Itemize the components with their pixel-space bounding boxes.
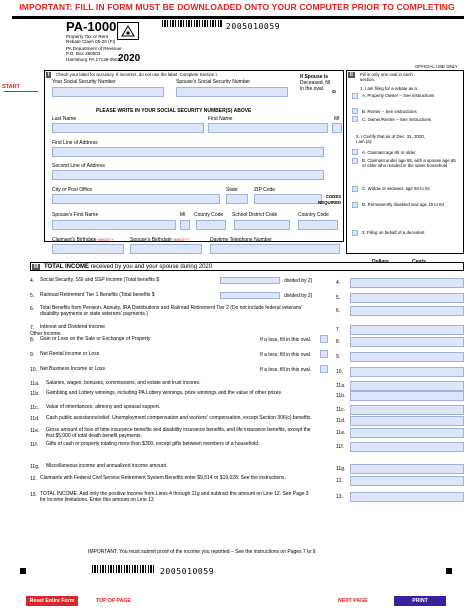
amount-field[interactable] <box>350 381 464 391</box>
right-line-number: 9. <box>336 354 341 360</box>
line-number: 11c. <box>30 405 40 411</box>
income-line <box>30 442 464 454</box>
amount-field[interactable] <box>350 416 464 426</box>
line-number: 12. <box>30 476 37 482</box>
income-line <box>30 367 464 379</box>
option-2a-oval[interactable] <box>352 149 358 155</box>
q1-heading: 1. I am filing for a rebate as a: <box>360 86 419 91</box>
line-number: 5. <box>30 293 35 299</box>
bottom-barcode-icon <box>92 565 156 573</box>
loss-oval[interactable] <box>320 350 328 358</box>
line-number: 11d. <box>30 416 40 422</box>
income-line <box>30 352 464 364</box>
address-1-field[interactable] <box>52 147 324 157</box>
top-of-page-button[interactable]: TOP OF PAGE <box>96 598 131 604</box>
spouse-ssn-field[interactable] <box>176 87 288 97</box>
dollars-header: Dollars <box>372 259 389 265</box>
country-code-label: Country Code <box>298 212 329 218</box>
line-number: 7. <box>30 325 35 331</box>
spouse-birthdate-label: Spouse's Birthdate MMDDYY <box>130 237 190 243</box>
line-description: Claimants with Federal Civil Service Retirement System Benefits enter $9,514 or $19,028. See the instructions. <box>40 475 286 481</box>
line-description: Railroad Retirement Tier 1 Benefits (Total benefits $ <box>40 292 155 298</box>
line-description: TOTAL INCOME. Add only the positive income from Lines 4 through 11g and subtract the amount on Line 12. See Page 3 for income limitations. Enter this amount on Line 13 <box>40 491 309 503</box>
line-number: 4. <box>30 278 35 284</box>
section-3-title: TOTAL INCOME received by you and your spouse during 2020 <box>44 264 213 270</box>
line-description: Gifts of cash or property totaling more than $300, except gifts between members of a household. <box>46 441 260 447</box>
phone-field[interactable] <box>210 244 340 254</box>
bottom-barcode-number: 2005010059 <box>160 567 215 576</box>
amount-field[interactable] <box>350 325 464 335</box>
line-description: Salaries, wages, bonuses, commissions, and estate and trust income. <box>46 380 201 386</box>
other-income-label: Other Income. <box>30 331 62 337</box>
option-2d-oval[interactable] <box>352 202 358 208</box>
decedent-oval[interactable] <box>352 230 358 236</box>
city-field[interactable] <box>52 194 220 204</box>
decedent-label: 3. Filing on behalf of a decedent <box>362 230 425 235</box>
line-description: Gain or Loss on the Sale or Exchange of Property <box>40 336 151 342</box>
income-line <box>30 278 464 290</box>
loss-oval[interactable] <box>320 365 328 373</box>
top-barcode-number: 2005010059 <box>226 22 281 31</box>
line-description: Net Rental Income or Loss <box>40 351 100 357</box>
write-ssn-note: PLEASE WRITE IN YOUR SOCIAL SECURITY NUMBER(S) ABOVE <box>96 108 252 114</box>
right-line-number: 6. <box>336 308 341 314</box>
address-2-field[interactable] <box>52 170 324 180</box>
option-2b-label: B. Claimant under age 65, with a spouse age 65 or older who resided in the same household <box>362 158 456 168</box>
line-number: 10. <box>30 367 37 373</box>
total-benefits-field[interactable] <box>220 277 280 284</box>
tax-year: 2020 <box>118 53 141 64</box>
right-line-number: 11c. <box>336 407 346 413</box>
official-use-label: OFFICIAL USE ONLY <box>415 64 458 69</box>
section-2-number: II <box>350 72 353 78</box>
section-1-number: I <box>48 72 50 78</box>
line-tail: If a loss, fill in this oval. <box>260 367 312 373</box>
option-2d-label: D. Permanently disabled and age 18 to 64 <box>362 202 445 207</box>
right-line-number: 5. <box>336 295 341 301</box>
right-line-number: 11d. <box>336 418 346 424</box>
top-barcode-icon <box>162 20 222 27</box>
deceased-oval[interactable] <box>332 90 336 93</box>
line-tail: If a loss, fill in this oval. <box>260 352 312 358</box>
form-number: PA-1000 <box>66 19 117 34</box>
line-number: 9. <box>30 352 35 358</box>
right-line-number: 11b. <box>336 393 346 399</box>
right-line-number: 4. <box>336 280 341 286</box>
zip-field[interactable] <box>254 194 322 204</box>
zip-label: ZIP Code <box>254 187 276 193</box>
first-name-label: First Name <box>208 116 233 122</box>
claimant-birthdate-field[interactable] <box>52 244 124 254</box>
income-line <box>30 492 464 504</box>
option-1a-label: A. Property Owner – See instructions <box>362 93 435 98</box>
claimant-birthdate-label: Claimant's Birthdate MMDDYY <box>52 237 114 243</box>
address-1-label: First Line of Address <box>52 140 98 146</box>
reset-form-button[interactable]: Reset Entire Form <box>26 596 78 606</box>
mi-field[interactable] <box>332 123 342 133</box>
state-label: State <box>226 187 238 193</box>
state-field[interactable] <box>226 194 248 204</box>
right-line-number: 12. <box>336 478 343 484</box>
line-number: 13. <box>30 492 37 498</box>
important-banner: IMPORTANT: FILL IN FORM MUST BE DOWNLOADED ONTO YOUR COMPUTER PRIOR TO COMPLETING <box>19 2 455 12</box>
amount-field[interactable] <box>350 391 464 401</box>
income-line <box>30 293 464 305</box>
spouse-first-field[interactable] <box>52 220 176 230</box>
line-description: Gross amount of loss of time insurance benefits and disability insurance benefits, and life insurance benefits, except the first $5,000 of total death benefit payments. <box>46 427 311 439</box>
amount-field[interactable] <box>350 293 464 303</box>
start-label: START <box>2 84 20 90</box>
section-1-instructions: Check your label for accuracy. If incorrect, do not use the label. Complete Section I. <box>56 72 218 77</box>
line-number: 11g. <box>30 464 40 470</box>
amount-field[interactable] <box>350 367 464 377</box>
corner-mark-left-icon <box>20 568 26 574</box>
right-line-number: 11e. <box>336 430 346 436</box>
ssn-label: Your Social Security Number <box>52 79 116 85</box>
right-line-number: 7. <box>336 327 341 333</box>
address-2-label: Second Line of Address <box>52 163 105 169</box>
line-tail: If a loss, fill in this oval. <box>260 337 312 343</box>
last-name-label: Last Name <box>52 116 77 122</box>
option-1a-oval[interactable] <box>352 93 358 99</box>
spouse-birthdate-field[interactable] <box>130 244 202 254</box>
line-number: 11f. <box>30 442 38 448</box>
deceased-label: If Spouse is Deceased, fill in the oval. <box>300 74 331 92</box>
line-description: Total Benefits from Pension, Annuity, IRA Distributions and Railroad Retirement Tier 2 (Do not include federal veterans' disability payments or state veterans' payments.) <box>40 305 303 317</box>
spouse-first-label: Spouse's First Name <box>52 212 99 218</box>
option-1c-label: C. Owner/Renter – See instructions <box>362 117 432 122</box>
loss-oval[interactable] <box>320 335 328 343</box>
corner-mark-right-icon <box>446 568 452 574</box>
amount-field[interactable] <box>350 278 464 288</box>
county-code-field[interactable] <box>196 220 226 230</box>
section-2-title: Fill in only one oval in each section. <box>360 72 413 83</box>
income-line <box>30 391 464 403</box>
cents-header: Cents <box>412 259 426 265</box>
right-line-number: 11g. <box>336 466 346 472</box>
country-code-field[interactable] <box>298 220 338 230</box>
right-line-number: 10. <box>336 369 343 375</box>
income-line <box>30 476 464 488</box>
amount-field[interactable] <box>350 428 464 438</box>
ssn-field[interactable] <box>52 87 164 97</box>
section-3-number: III <box>34 264 39 270</box>
amount-field[interactable] <box>350 405 464 415</box>
right-line-number: 11a. <box>336 383 346 389</box>
proof-note: IMPORTANT: You must submit proof of the income you reported – See the instructions on Pages 7 to 9. <box>88 549 317 555</box>
line-number: 11a. <box>30 381 40 387</box>
right-line-number: 13. <box>336 494 343 500</box>
county-code-label: County Code <box>194 212 224 218</box>
amount-field[interactable] <box>350 442 464 452</box>
option-1b-label: B. Renter – See instructions <box>362 109 417 114</box>
amount-field[interactable] <box>350 476 464 486</box>
spouse-mi-field[interactable] <box>180 220 190 230</box>
spouse-ssn-label: Spouse's Social Security Number <box>176 79 251 85</box>
form-title: Property Tax or Rent Rebate Claim 05-20 (FI) PA Department of Revenue P.O. Box 280503 Harrisburg PA 17128-0503 <box>66 34 122 62</box>
line-description: Cash public assistance/relief. Unemployment compensation and workers' compensation, except Section 306(c) benefits. <box>46 415 312 421</box>
line-number: 11e. <box>30 428 40 434</box>
line-description: Social Security, SSI and SSP Income (Total benefits $ <box>40 277 160 283</box>
amount-field[interactable] <box>350 306 464 316</box>
option-1b-oval[interactable] <box>352 108 358 114</box>
amount-field[interactable] <box>350 352 464 362</box>
line-description: Gambling and Lottery winnings, including PA Lottery winnings, prize winnings and the value of other prizes <box>46 390 282 396</box>
option-1c-oval[interactable] <box>352 116 358 122</box>
codes-required-label: CODES REQUIRED <box>318 194 342 205</box>
mi-label: MI <box>334 116 340 122</box>
line-number: 11b. <box>30 391 40 397</box>
income-line <box>30 428 464 440</box>
total-benefits-field[interactable] <box>220 292 280 299</box>
phone-label: Daytime Telephone Number <box>210 237 272 243</box>
line-tail: divided by 2) <box>284 293 313 299</box>
line-description: Value of inheritances, alimony and spousal support. <box>46 404 161 410</box>
line-description: Net Business Income or Loss <box>40 366 106 372</box>
option-2b-oval[interactable] <box>352 158 358 164</box>
amount-field[interactable] <box>350 492 464 502</box>
amount-field[interactable] <box>350 337 464 347</box>
q2-heading: 2. I Certify that as of Dec. 31, 2020, I am (a): <box>356 134 426 145</box>
last-name-field[interactable] <box>52 123 204 133</box>
line-description: Interest and Dividend Income <box>40 324 106 330</box>
right-line-number: 11f. <box>336 444 344 450</box>
option-2c-label: C. Widow or widower, age 50 to 64 <box>362 186 430 191</box>
line-number: 6. <box>30 306 35 312</box>
school-code-field[interactable] <box>234 220 290 230</box>
option-2c-oval[interactable] <box>352 186 358 192</box>
option-2a-label: A. Claimant age 65 or older <box>362 150 416 155</box>
line-number: 8. <box>30 337 35 343</box>
first-name-field[interactable] <box>208 123 328 133</box>
amount-field[interactable] <box>350 464 464 474</box>
spouse-mi-label: MI <box>180 212 186 218</box>
line-tail: divided by 2) <box>284 278 313 284</box>
right-line-number: 8. <box>336 339 341 345</box>
next-page-button[interactable]: NEXT PAGE <box>338 598 368 604</box>
income-line <box>30 337 464 349</box>
start-arrow-icon <box>4 91 38 92</box>
city-label: City or Post Office <box>52 187 93 193</box>
line-description: Miscellaneous income and annualized income amount. <box>46 463 168 469</box>
print-button[interactable]: PRINT <box>394 596 446 606</box>
school-code-label: School District Code <box>232 212 278 218</box>
pa-seal-icon <box>117 22 139 40</box>
income-line <box>30 306 464 318</box>
